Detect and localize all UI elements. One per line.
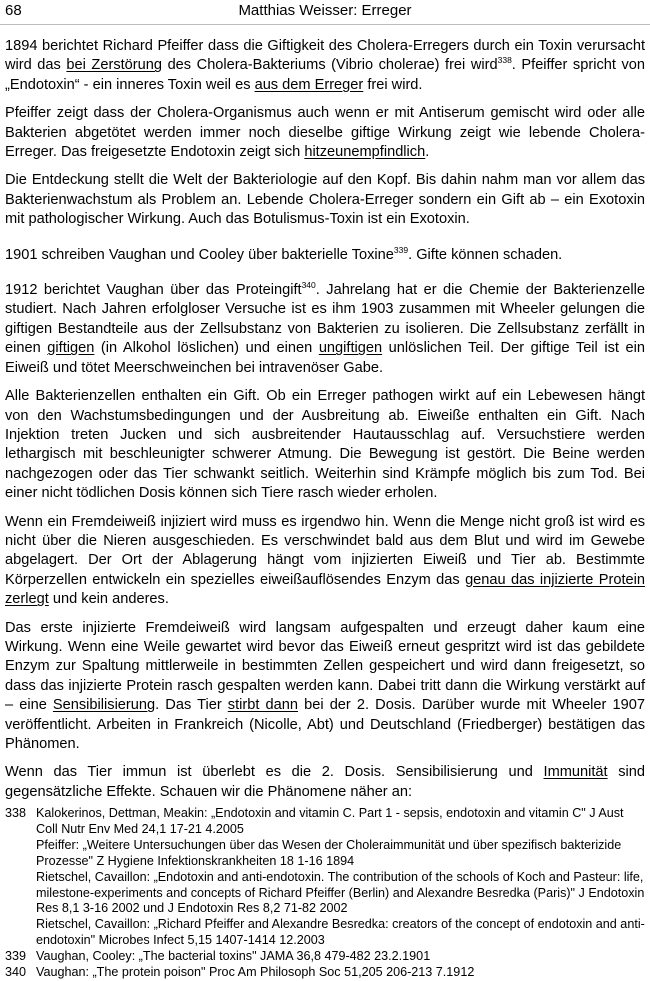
- paragraph-6: [5, 387, 645, 503]
- underlined-text: Immunität: [543, 764, 608, 781]
- paragraph-4: [5, 246, 645, 265]
- text-run: und kein anderes.: [48, 591, 169, 608]
- paragraph-1: [5, 37, 645, 95]
- text-run: unlöslichen Teil. Der giftige Teil ist ein Eiweiß und tötet Meerschweinchen bei intravenöser Gabe.: [5, 340, 646, 376]
- footnote-ref-340[interactable]: 340: [301, 280, 316, 291]
- body-text: [5, 37, 645, 811]
- text-run: .: [425, 144, 430, 161]
- underlined-text: bei Zerstörung: [66, 57, 163, 74]
- text-run: frei wird.: [363, 76, 423, 93]
- underlined-text: Sensibilisierung: [52, 697, 156, 714]
- footnote-ref-339[interactable]: 339: [393, 244, 409, 255]
- footnotes: [5, 806, 645, 981]
- footnote-entry: Vaughan: „The protein poison" Proc Am Philosoph Soc 51,205 206-213 7.1912: [36, 965, 475, 980]
- footnote-entry: Vaughan, Cooley: „The bacterial toxins" JAMA 36,8 479-482 23.2.1901: [36, 949, 431, 964]
- footnote-entries: [36, 806, 645, 949]
- underlined-text: hitzeunempfindlich: [304, 144, 426, 161]
- paragraph-8: [5, 619, 645, 755]
- footnote-entry: Rietschel, Cavaillon: „Richard Pfeiffer and Alexandre Besredka: creators of the concept of endotoxin and anti-endotoxin" Microbes Infect 5,15 1407-1414 12.2003: [36, 917, 645, 948]
- text-run: Alle Bakterienzellen enthalten ein Gift. Ob ein Erreger pathogen wirkt auf ein Lebewesen hängt von den Wachstumsbedingungen und der Ausbreitung ab. Eiweiße enthalten ein Gift. Nach Injektion treten Jucken und sich ausbreitender Hautausschlag auf. Versuchstiere werden lethargisch mit beschleunigter schwerer Atmung. Die Bewegung ist gestört. Die Beine werden nachgezogen oder das Tier schwankt seitlich. Weiterhin sind Krämpfe möglich bis zum Tod. Bei einer nicht tödlichen Dosis können sich Tiere rasch wieder erholen.: [5, 388, 645, 502]
- underlined-text: giftigen: [47, 340, 95, 357]
- header-rule: [0, 24, 650, 25]
- paragraph-7: [5, 513, 645, 610]
- footnote-number: 340: [5, 965, 27, 980]
- underlined-text: ungiftigen: [318, 340, 383, 357]
- text-run: . Pfeiffer spricht von „Endotoxin“ - ein inneres Toxin weil es: [5, 57, 645, 93]
- paragraph-5: [5, 281, 645, 378]
- page-number: 68: [5, 2, 22, 19]
- footnote-entries: [36, 949, 645, 965]
- text-run: des Cholera-Bakteriums (Vibrio cholerae) frei wird: [162, 57, 498, 74]
- footnote-entry: Kalokerinos, Dettman, Meakin: „Endotoxin and vitamin C. Part 1 - sepsis, endotoxin and vitamin C" J Aust Coll Nutr Env Med 24,1 17-21 4.2005: [36, 806, 624, 836]
- footnote-338: [5, 806, 645, 949]
- footnote-number: 338: [5, 806, 27, 820]
- text-run: (in Alkohol löslichen) und einen: [94, 340, 319, 357]
- underlined-text: stirbt dann: [227, 697, 298, 714]
- running-header: [0, 2, 650, 24]
- text-run: Pfeiffer zeigt dass der Cholera-Organismus auch wenn er mit Antiserum gemischt wird oder alle Bakterien abgetötet werden immer noch dieselbe giftige Wirkung zeigt wie lebende Cholera-Erreger. Das freigesetzte Endotoxin zeigt sich: [5, 105, 645, 161]
- text-run: 1912 berichtet Vaughan über das Proteingift: [5, 282, 302, 299]
- paragraph-9: [5, 763, 645, 802]
- underlined-text: aus dem Erreger: [254, 76, 364, 93]
- paragraph-2: [5, 104, 645, 162]
- text-run: sind gegensätzliche Effekte. Schauen wir die Phänomene näher an:: [5, 764, 645, 800]
- footnote-339: [5, 949, 645, 965]
- text-run: 1901 schreiben Vaughan und Cooley über bakterielle Toxine: [5, 246, 394, 263]
- footnote-entries: [36, 965, 645, 981]
- text-run: Das erste injizierte Fremdeiweiß wird langsam aufgespalten und erzeugt daher kaum eine Wirkung. Wenn eine Weile gewartet wird bevor das Eiweiß erneut gespritzt wird ist das gebildete Enzym zur Spaltung mittlerweile in bestimmten Zellen gespeichert und wird dann freigesetzt, so dass das injizierte Protein rasch gespalten werden kann. Dabei tritt dann die Wirkung verstärkt auf – eine: [5, 619, 645, 714]
- footnote-entry: Pfeiffer: „Weitere Untersuchungen über das Wesen der Choleraimmunität und über spezifisch bakterizide Prozesse" Z Hygiene Infektionskrankheiten 18 1-16 1894: [36, 837, 622, 868]
- footnote-number: 339: [5, 949, 27, 964]
- text-run: . Jahrelang hat er die Chemie der Bakterienzelle studiert. Nach Jahren erfolgloser Versuche ist es ihm 1903 zusammen mit Wheeler gelungen die giftigen Bestandteile aus der Zellsubstanz von Bakterien zu isolieren. Die Zellsubstanz zerfällt in einen: [5, 282, 645, 357]
- text-run: Die Entdeckung stellt die Welt der Bakteriologie auf den Kopf. Bis dahin nahm man vor allem das Bakterienwachstum als Problem an. Lebende Cholera-Erreger sondern ein Gift ab – ein Exotoxin mit pathologischer Wirkung. Auch das Botulismus-Toxin ist ein Exotoxin.: [5, 172, 645, 228]
- footnote-ref-338[interactable]: 338: [497, 55, 512, 66]
- text-run: Wenn ein Fremdeiweiß injiziert wird muss es irgendwo hin. Wenn die Menge nicht groß ist wird es nicht über die Nieren ausgeschieden. Es verschwindet bald aus dem Blut und wird im Gewebe abgelagert. Der Ort der Ablagerung hängt vom injizierten Eiweiß und Tier ab. Bestimmte Körperzellen entwickeln ein spezielles eiweißauflösendes Enzym das: [5, 513, 645, 588]
- footnote-340: [5, 965, 645, 981]
- text-run: . Gifte können schaden.: [408, 246, 563, 263]
- footnote-entry: Rietschel, Cavaillon: „Endotoxin and anti-endotoxin. The contribution of the schools of Koch and Pasteur: life, milestone-experiments and concepts of Richard Pfeiffer (Berlin) and Alexandre Besredka (Paris)" J Endotoxin Res 8,1 3-16 2002 und J Endotoxin Res 8,2 71-82 2002: [36, 869, 645, 916]
- text-run: bei der 2. Dosis. Darüber wurde mit Wheeler 1907 veröffentlicht. Arbeiten in Frankreich (Nicolle, Abt) und Deutschland (Friedberger) bestätigen das Phänomen.: [5, 697, 645, 752]
- underlined-text: genau das injizierte Protein zerlegt: [5, 571, 645, 608]
- text-run: Wenn das Tier immun ist überlebt es die 2. Dosis. Sensibilisierung und: [5, 764, 544, 781]
- text-run: 1894 berichtet Richard Pfeiffer dass die Giftigkeit des Cholera-Erregers durch ein Toxin verursacht wird das: [5, 38, 645, 74]
- paragraph-3: [5, 171, 645, 229]
- text-run: . Das Tier: [155, 697, 228, 714]
- running-title: Matthias Weisser: Erreger: [238, 2, 412, 19]
